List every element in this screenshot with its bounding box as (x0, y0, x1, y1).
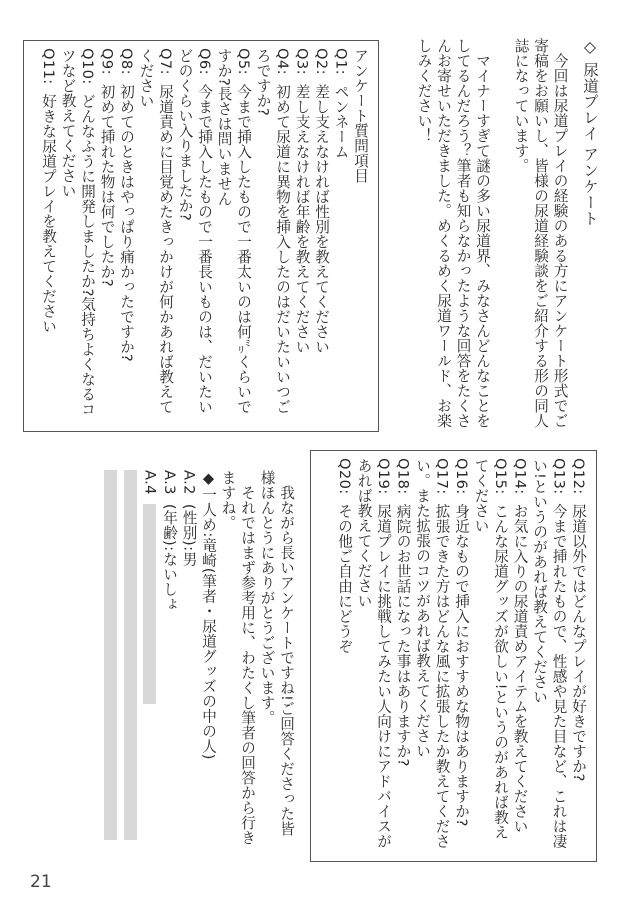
question-list-1 (30, 48, 370, 428)
answer-item: A.2 (性別):男 (180, 470, 198, 567)
redacted-paragraph (121, 470, 141, 850)
question-item: Q6: 今まで挿入したもので一番長いものは、だいたいどのくらい入りましたか? (176, 48, 213, 414)
question-item: Q11: 好きな尿道プレイを教えてください (40, 48, 57, 334)
intro-paragraph: マイナーすぎて謎の多い尿道界、みなさんどんなことをしてるんだろう？筆者も知らなかったような回答をたくさんお寄せいただきました。めくるめく尿道ワールド、お楽しみください！ (415, 38, 491, 428)
question-item: Q18: 病院のお世話になった事はありますか? (394, 458, 412, 767)
redacted-block (143, 504, 156, 704)
question-item: Q8: 初めてのときはやっぱり痛かったですか? (118, 48, 135, 363)
answer-item: A.4 (140, 470, 160, 850)
question-item: Q3: 差し支えなければ年齢を教えてください (293, 48, 311, 354)
question-list-title: アンケート質問項目 (352, 48, 369, 183)
intro-heading: ◇ 尿道プレイ アンケート (581, 38, 599, 227)
question-item: Q17: 拡張できた方はどんな風に拡張したか教えてください。また拡張のコツがあれば教えてください (414, 458, 451, 849)
question-item: Q9: 初めて挿れた物は何でしたか? (98, 48, 116, 288)
question-item: Q16: 身近なもので挿入におすすめな物はありますか? (453, 458, 470, 827)
intro-paragraph: 今回は尿道プレイの経験のある方にアンケート形式でご寄稿をお願いし、皆様の尿道経験談をご紹介する形の同人誌になっています。 (512, 38, 569, 428)
question-item: Q5: 今まで挿入したもので一番太いのは何㍉くらいですか?長さは問いません (215, 48, 252, 414)
intro-section (394, 38, 599, 438)
redacted-paragraph (101, 470, 121, 850)
answer-item: A.3 (年齢):ないしょ (161, 470, 178, 612)
lead-text: それではまず参考用に、わたくし筆者の回答から行きますね。 (219, 470, 256, 845)
question-list-2 (318, 458, 588, 854)
question-item: Q12: 尿道以外ではどんなプレイが好きですか? (570, 458, 587, 782)
question-item: Q10: どんなふうに開発しましたか?気持ちよくなるコツなど教えてください (59, 48, 96, 417)
question-item: Q14: お気に入りの尿道責めアイテムを教えてください (511, 458, 529, 834)
question-item: Q4: 初めて尿道に異物を挿入したのはだいたいいつごろですか? (254, 48, 291, 414)
question-item: Q20: その他ご自由にどうぞ (336, 458, 353, 654)
respondent-heading: ◆一人め:竜崎(筆者・尿道グッズの中の人) (200, 470, 217, 760)
question-item: Q19: 尿道プレイに挑戦してみたい人向けにアドバイスがあれば教えてください (355, 458, 392, 849)
question-item: Q15: こんな尿道グッズが欲しい!というのがあれば教えてください (472, 458, 509, 840)
question-item: Q1: ペンネーム (332, 48, 350, 159)
answers-section (16, 470, 296, 850)
page-number: 21 (30, 872, 52, 892)
question-item: Q2: 差し支えなければ性別を教えてください (313, 48, 330, 354)
thanks-text: 我ながら長いアンケートですね!ご回答くださった皆様ほんとうにありがとうございます。 (258, 470, 295, 836)
question-item: Q7: 尿道責めに目覚めたきっかけが何かあれば教えてください (137, 48, 174, 414)
question-item: Q13: 今まで挿れたもので、性感や見た目など、これは凄い!というのがあれば教えてください (531, 458, 568, 849)
